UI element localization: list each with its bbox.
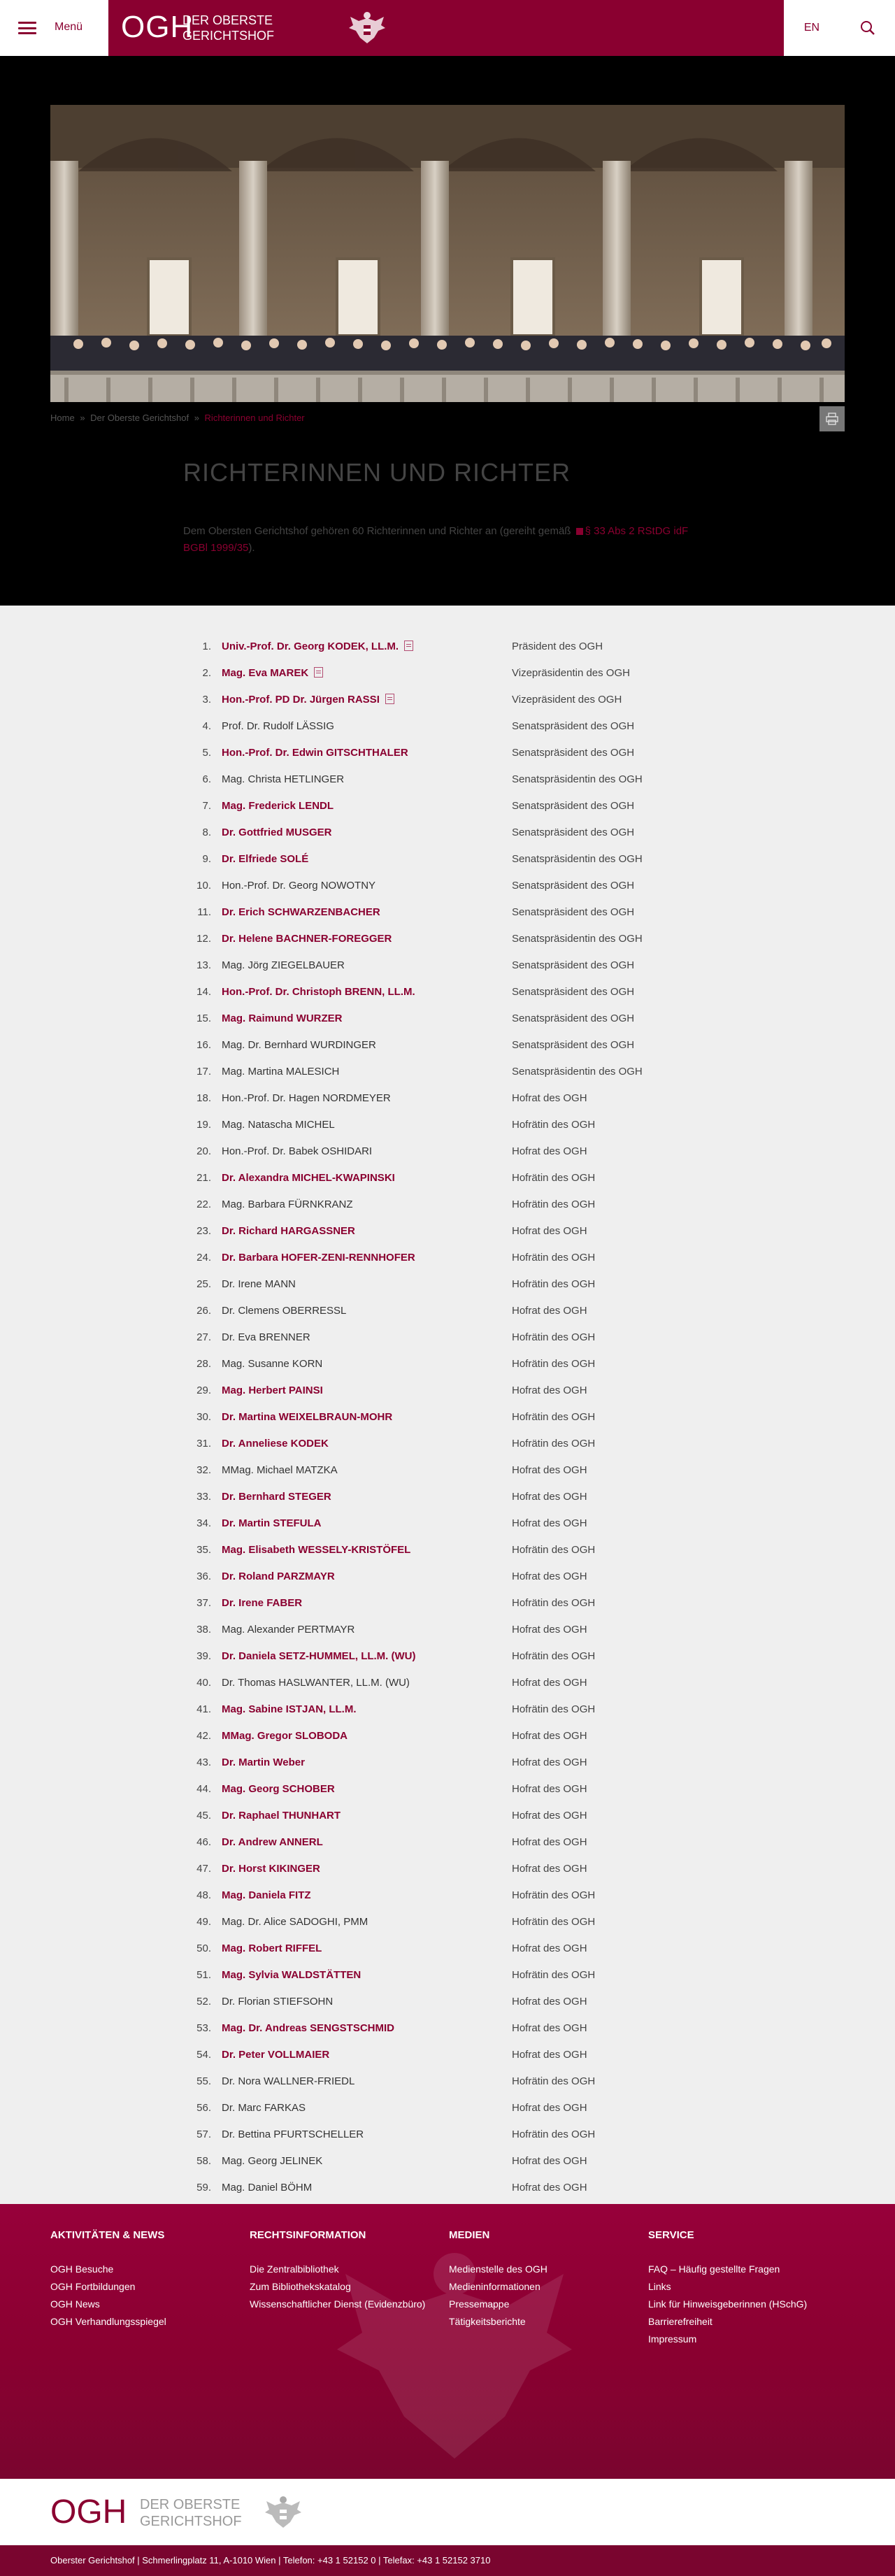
judge-row (183, 1431, 729, 1457)
law-reference-link[interactable]: § 33 Abs 2 RStDG idF BGBl 1999/35 (183, 525, 689, 554)
judge-name: Dr. Irene MANN (222, 1278, 296, 1290)
judge-row (183, 687, 729, 713)
judge-row (183, 2068, 729, 2095)
judge-role: Hofrat des OGH (512, 1730, 587, 1742)
judge-name-link[interactable]: Dr. Anneliese KODEK (222, 1438, 329, 1450)
judge-row (183, 1643, 729, 1670)
judge-rank: 35. (196, 1544, 211, 1556)
judge-role: Senatspräsidentin des OGH (512, 933, 643, 945)
judge-rank: 21. (196, 1172, 211, 1184)
judge-row (183, 2175, 729, 2201)
judge-row (183, 1245, 729, 1271)
footer-col-rechtsinformation: RECHTSINFORMATION Die Zentralbibliothek Zum Bibliothekskatalog Wissenschaftlicher Dienst (Evidenzbüro) (250, 2229, 425, 2313)
breadcrumb-separator: » (80, 413, 85, 423)
judge-name-link[interactable]: Dr. Gottfried MUSGER (222, 827, 332, 838)
judge-row (183, 873, 729, 899)
judge-rank: 9. (202, 853, 211, 865)
judge-name: Dr. Nora WALLNER-FRIEDL (222, 2075, 355, 2087)
judge-rank: 29. (196, 1384, 211, 1396)
footer-link[interactable]: Medieninformationen (449, 2281, 540, 2292)
judge-name-link[interactable]: Mag. Raimund WURZER (222, 1012, 343, 1024)
judge-name-link[interactable]: Dr. Erich SCHWARZENBACHER (222, 906, 380, 918)
judge-role: Senatspräsident des OGH (512, 720, 635, 732)
judge-rank: 25. (196, 1278, 211, 1290)
footer-link[interactable]: Wissenschaftlicher Dienst (Evidenzbüro) (250, 2298, 426, 2310)
judge-role: Hofrat des OGH (512, 1384, 587, 1396)
judge-row (183, 1723, 729, 1749)
judge-role: Hofrat des OGH (512, 1756, 587, 1768)
judge-role: Hofrat des OGH (512, 1836, 587, 1848)
judge-row (183, 1324, 729, 1351)
judge-row (183, 740, 729, 766)
judge-name: Hon.-Prof. Dr. Babek OSHIDARI (222, 1145, 373, 1157)
judge-name-link[interactable]: Dr. Bernhard STEGER (222, 1491, 331, 1503)
footer-link[interactable]: Pressemappe (449, 2298, 510, 2310)
judge-name-link[interactable]: Dr. Peter VOLLMAIER (222, 2049, 330, 2061)
judge-name-link[interactable]: Mag. Sabine ISTJAN, LL.M. (222, 1703, 357, 1715)
judge-row (183, 1006, 729, 1032)
judge-rank: 7. (202, 800, 211, 812)
judge-role: Hofrätin des OGH (512, 1278, 596, 1290)
judge-name-link[interactable]: Mag. Herbert PAINSI (222, 1384, 323, 1396)
footer-link[interactable]: Die Zentralbibliothek (250, 2263, 339, 2275)
judge-name: Hon.-Prof. Dr. Hagen NORDMEYER (222, 1092, 391, 1104)
judge-row (183, 634, 729, 660)
judge-rank: 11. (197, 906, 211, 918)
judge-role: Hofrätin des OGH (512, 1703, 596, 1715)
judge-role: Senatspräsident des OGH (512, 880, 635, 892)
judge-name: Mag. Christa HETLINGER (222, 773, 345, 785)
footer-logo-subtitle: DER OBERSTE GERICHTSHOF (140, 2497, 242, 2529)
judge-rank: 43. (196, 1756, 211, 1768)
judge-rank: 41. (196, 1703, 211, 1715)
judge-role: Hofrat des OGH (512, 1517, 587, 1529)
paragraph-icon (576, 528, 583, 535)
breadcrumb-separator: » (194, 413, 199, 423)
judge-rank: 19. (196, 1119, 211, 1131)
judge-row (183, 1803, 729, 1829)
search-icon (859, 20, 876, 36)
judge-row (183, 1351, 729, 1378)
judge-role: Hofrat des OGH (512, 1677, 587, 1689)
judge-row (183, 979, 729, 1006)
logo-ogh: OGH (121, 10, 194, 44)
judge-rank: 56. (196, 2102, 211, 2114)
footer-link[interactable]: Medienstelle des OGH (449, 2263, 547, 2275)
judge-row (183, 1404, 729, 1431)
judge-name-link[interactable]: Dr. Richard HARGASSNER (222, 1225, 355, 1237)
cv-document-icon[interactable] (314, 667, 323, 678)
judge-role: Hofrat des OGH (512, 2155, 587, 2167)
judge-rank: 15. (196, 1012, 211, 1024)
judge-rank: 58. (196, 2155, 211, 2167)
judge-row (183, 1112, 729, 1138)
judge-row (183, 1085, 729, 1112)
judge-role: Senatspräsidentin des OGH (512, 1066, 643, 1078)
judge-rank: 3. (202, 694, 211, 706)
judge-name-link[interactable]: Dr. Irene FABER (222, 1597, 303, 1609)
judge-role: Hofrat des OGH (512, 1570, 587, 1582)
judge-role: Senatspräsidentin des OGH (512, 773, 643, 785)
judge-row (183, 1617, 729, 1643)
judge-rank: 59. (196, 2182, 211, 2194)
hero-section (0, 56, 895, 606)
judge-row (183, 1776, 729, 1803)
judge-row (183, 1457, 729, 1484)
language-switch[interactable]: EN (784, 0, 840, 56)
judge-name-link[interactable]: Mag. Eva MAREK (222, 660, 323, 687)
judge-rank: 37. (196, 1597, 211, 1609)
judge-role: Hofrätin des OGH (512, 1411, 596, 1423)
judge-rank: 44. (196, 1783, 211, 1795)
judge-role: Senatspräsidentin des OGH (512, 853, 643, 865)
judge-rank: 2. (202, 667, 211, 679)
judge-rank: 10. (196, 880, 211, 892)
footer-link[interactable]: Tätigkeitsberichte (449, 2316, 526, 2327)
judge-role: Senatspräsident des OGH (512, 747, 635, 759)
footer-link[interactable]: OGH Fortbildungen (50, 2281, 136, 2292)
judge-rank: 22. (196, 1198, 211, 1210)
judge-name-link[interactable]: Mag. Frederick LENDL (222, 800, 334, 812)
footer-link[interactable]: OGH Verhandlungsspiegel (50, 2316, 166, 2327)
judge-name-link[interactable]: Mag. Daniela FITZ (222, 1889, 311, 1901)
judge-role: Hofrat des OGH (512, 1464, 587, 1476)
breadcrumb-home[interactable]: Home (50, 413, 75, 423)
footer-link[interactable]: Impressum (648, 2333, 697, 2345)
judge-row (183, 2121, 729, 2148)
judge-row (183, 1271, 729, 1298)
judge-name: MMag. Michael MATZKA (222, 1464, 338, 1476)
footer-link[interactable]: OGH News (50, 2298, 100, 2310)
judge-row (183, 1989, 729, 2015)
judge-role: Hofrätin des OGH (512, 1331, 596, 1343)
judge-row (183, 1590, 729, 1617)
judge-name: Mag. Alexander PERTMAYR (222, 1624, 355, 1636)
judge-rank: 49. (196, 1916, 211, 1928)
judge-role: Hofrat des OGH (512, 2102, 587, 2114)
judge-row (183, 1484, 729, 1510)
judge-rank: 4. (202, 720, 211, 732)
footer-link[interactable]: FAQ – Häufig gestellte Fragen (648, 2263, 780, 2275)
judge-role: Hofrätin des OGH (512, 1544, 596, 1556)
judge-row (183, 1962, 729, 1989)
footer-col-service: SERVICE FAQ – Häufig gestellte Fragen Links Link für Hinweisgeberinnen (HSchG) Barrierefreiheit Impressum (648, 2229, 807, 2348)
judge-rank: 46. (196, 1836, 211, 1848)
judge-rank: 39. (196, 1650, 211, 1662)
judge-name-link[interactable]: Mag. Elisabeth WESSELY-KRISTÖFEL (222, 1544, 411, 1556)
judge-name-link[interactable]: Mag. Dr. Andreas SENGSTSCHMID (222, 2022, 394, 2034)
judge-name: Mag. Georg JELINEK (222, 2155, 323, 2167)
menu-label: Menü (55, 21, 83, 33)
judge-role: Vizepräsidentin des OGH (512, 667, 630, 679)
judge-role: Hofrätin des OGH (512, 2128, 596, 2140)
judge-role: Hofrätin des OGH (512, 1916, 596, 1928)
judge-rank: 26. (196, 1305, 211, 1317)
site-logo[interactable] (108, 0, 784, 56)
judge-role: Hofrätin des OGH (512, 1969, 596, 1981)
judge-role: Senatspräsident des OGH (512, 959, 635, 971)
judge-rank: 30. (196, 1411, 211, 1423)
judge-role: Senatspräsident des OGH (512, 1012, 635, 1024)
judge-rank: 32. (196, 1464, 211, 1476)
judge-row (183, 1192, 729, 1218)
judge-row (183, 899, 729, 926)
judge-name-link[interactable]: Mag. Robert RIFFEL (222, 1942, 322, 1954)
judge-row (183, 1856, 729, 1882)
judge-name: Dr. Marc FARKAS (222, 2102, 306, 2114)
judge-role: Hofrätin des OGH (512, 1252, 596, 1264)
footer-link[interactable]: Barrierefreiheit (648, 2316, 713, 2327)
footer-link[interactable]: Links (648, 2281, 671, 2292)
judge-rank: 36. (196, 1570, 211, 1582)
judge-row (183, 713, 729, 740)
judge-role: Hofrat des OGH (512, 1305, 587, 1317)
judge-name-link[interactable]: Dr. Andrew ANNERL (222, 1836, 323, 1848)
page-title: RICHTERINNEN UND RICHTER (183, 458, 571, 487)
judge-row (183, 1138, 729, 1165)
judge-role: Senatspräsident des OGH (512, 827, 635, 838)
judge-name: Mag. Barbara FÜRNKRANZ (222, 1198, 353, 1210)
judge-name-link[interactable]: Hon.-Prof. Dr. Christoph BRENN, LL.M. (222, 986, 415, 998)
judge-role: Hofrat des OGH (512, 1624, 587, 1636)
judge-name: Mag. Natascha MICHEL (222, 1119, 335, 1131)
judge-row (183, 766, 729, 793)
judge-row (183, 846, 729, 873)
footer-logo-ogh[interactable]: OGH (50, 2493, 127, 2531)
judge-name-link[interactable]: Dr. Barbara HOFER-ZENI-RENNHOFER (222, 1252, 415, 1264)
judge-rank: 48. (196, 1889, 211, 1901)
breadcrumb (50, 413, 305, 423)
judge-rank: 45. (196, 1810, 211, 1822)
judge-role: Vizepräsident des OGH (512, 694, 622, 706)
judge-row (183, 2042, 729, 2068)
judge-role: Hofrat des OGH (512, 2182, 587, 2194)
cv-document-icon[interactable] (404, 641, 413, 651)
judge-name: Dr. Thomas HASLWANTER, LL.M. (WU) (222, 1677, 410, 1689)
judge-name: Mag. Dr. Alice SADOGHI, PMM (222, 1916, 368, 1928)
judge-role: Hofrat des OGH (512, 1996, 587, 2008)
judge-rank: 50. (196, 1942, 211, 1954)
judge-row (183, 2095, 729, 2121)
judge-rank: 8. (202, 827, 211, 838)
footer-logo-band (0, 2479, 895, 2545)
judge-role: Hofrätin des OGH (512, 2075, 596, 2087)
judge-role: Hofrätin des OGH (512, 1438, 596, 1450)
judge-row (183, 926, 729, 952)
judge-row (183, 660, 729, 687)
judge-role: Hofrat des OGH (512, 1863, 587, 1875)
judge-name: Dr. Florian STIEFSOHN (222, 1996, 334, 2008)
judge-role: Hofrat des OGH (512, 2049, 587, 2061)
judge-role: Hofrätin des OGH (512, 1358, 596, 1370)
intro-text: Dem Obersten Gerichtshof gehören 60 Richterinnen und Richter an (gereiht gemäß § 33 Abs 2 RStDG idF BGBl 1999/35). (183, 525, 689, 554)
judge-name: Dr. Eva BRENNER (222, 1331, 310, 1343)
judge-role: Hofrätin des OGH (512, 1198, 596, 1210)
judge-row (183, 1935, 729, 1962)
judge-name-link[interactable]: Dr. Elfriede SOLÉ (222, 853, 309, 865)
judge-row (183, 952, 729, 979)
judge-row (183, 2148, 729, 2175)
judge-rank: 51. (196, 1969, 211, 1981)
judge-role: Hofrätin des OGH (512, 1172, 596, 1184)
judge-rank: 40. (196, 1677, 211, 1689)
judge-role: Hofrätin des OGH (512, 1597, 596, 1609)
judge-name-link[interactable]: Dr. Roland PARZMAYR (222, 1570, 335, 1582)
judge-rank: 6. (202, 773, 211, 785)
judge-rank: 23. (196, 1225, 211, 1237)
judge-row (183, 1909, 729, 1935)
judge-name-link[interactable]: Mag. Georg SCHOBER (222, 1783, 335, 1795)
judge-rank: 20. (196, 1145, 211, 1157)
logo-subtitle: DER OBERSTE GERICHTSHOF (182, 13, 275, 43)
judge-rank: 33. (196, 1491, 211, 1503)
judge-rank: 47. (196, 1863, 211, 1875)
judge-row (183, 1670, 729, 1696)
judge-role: Hofrat des OGH (512, 1810, 587, 1822)
print-icon (825, 412, 839, 426)
hamburger-icon (18, 22, 36, 34)
judge-rank: 14. (196, 986, 211, 998)
judge-role: Senatspräsident des OGH (512, 800, 635, 812)
judge-name-link[interactable]: Dr. Daniela SETZ-HUMMEL, LL.M. (WU) (222, 1650, 416, 1662)
judge-rank: 13. (196, 959, 211, 971)
print-button[interactable] (819, 406, 845, 431)
judge-rank: 5. (202, 747, 211, 759)
judge-row (183, 1298, 729, 1324)
judge-name: Mag. Jörg ZIEGELBAUER (222, 959, 345, 971)
judge-rank: 57. (196, 2128, 211, 2140)
judge-name-link[interactable]: Dr. Martina WEIXELBRAUN-MOHR (222, 1411, 393, 1423)
eagle-coat-of-arms-icon (346, 7, 388, 49)
judge-name-link[interactable]: Dr. Helene BACHNER-FOREGGER (222, 933, 392, 945)
group-photo (50, 105, 845, 402)
judge-rank: 12. (196, 933, 211, 945)
breadcrumb-parent[interactable]: Der Oberste Gerichtshof (90, 413, 189, 423)
judge-row (183, 1378, 729, 1404)
footer (0, 2204, 895, 2479)
judge-rank: 28. (196, 1358, 211, 1370)
judge-rank: 55. (196, 2075, 211, 2087)
judge-role: Hofrätin des OGH (512, 1650, 596, 1662)
footer-link[interactable]: Zum Bibliothekskatalog (250, 2281, 351, 2292)
judge-role: Hofrat des OGH (512, 1783, 587, 1795)
footer-link[interactable]: OGH Besuche (50, 2263, 114, 2275)
judge-row (183, 1749, 729, 1776)
judge-rank: 54. (196, 2049, 211, 2061)
judge-row (183, 1829, 729, 1856)
judge-name-link[interactable]: Mag. Sylvia WALDSTÄTTEN (222, 1969, 361, 1981)
judge-row (183, 820, 729, 846)
judge-rank: 1. (202, 641, 211, 652)
judge-rank: 34. (196, 1517, 211, 1529)
judge-name: Prof. Dr. Rudolf LÄSSIG (222, 720, 334, 732)
judge-name-link[interactable]: Dr. Alexandra MICHEL-KWAPINSKI (222, 1172, 395, 1184)
judge-name-link[interactable]: Univ.-Prof. Dr. Georg KODEK, LL.M. (222, 634, 413, 660)
judge-row (183, 1165, 729, 1192)
judge-name-link[interactable]: Dr. Martin Weber (222, 1756, 305, 1768)
menu-button[interactable] (0, 0, 108, 56)
judge-row (183, 793, 729, 820)
judge-rank: 18. (196, 1092, 211, 1104)
judge-role: Hofrätin des OGH (512, 1889, 596, 1901)
judge-row (183, 1032, 729, 1059)
judge-name-link[interactable]: Dr. Raphael THUNHART (222, 1810, 341, 1822)
judge-rank: 38. (196, 1624, 211, 1636)
judge-name: Dr. Bettina PFURTSCHELLER (222, 2128, 364, 2140)
judge-name: Mag. Dr. Bernhard WURDINGER (222, 1039, 376, 1051)
breadcrumb-current: Richterinnen und Richter (204, 413, 305, 423)
judge-row (183, 1218, 729, 1245)
judge-role: Hofrat des OGH (512, 1092, 587, 1104)
judge-row (183, 1882, 729, 1909)
judge-row (183, 1564, 729, 1590)
judge-name-link[interactable]: Dr. Horst KIKINGER (222, 1863, 320, 1875)
judge-rank: 16. (196, 1039, 211, 1051)
judge-role: Senatspräsident des OGH (512, 906, 635, 918)
judge-rank: 52. (196, 1996, 211, 2008)
judge-name: Mag. Susanne KORN (222, 1358, 323, 1370)
judge-rank: 31. (196, 1438, 211, 1450)
judge-rank: 27. (196, 1331, 211, 1343)
footer-address: Oberster Gerichtshof | Schmerlingplatz 11, A-1010 Wien | Telefon: +43 1 52152 0 | Telefax: +43 1 52152 3710 (50, 2555, 491, 2566)
judge-name-link[interactable]: MMag. Gregor SLOBODA (222, 1730, 348, 1742)
judge-name: Mag. Daniel BÖHM (222, 2182, 313, 2194)
judge-rank: 17. (196, 1066, 211, 1078)
judge-row (183, 1537, 729, 1564)
judge-row (183, 1510, 729, 1537)
judge-role: Senatspräsident des OGH (512, 986, 635, 998)
judge-rank: 24. (196, 1252, 211, 1264)
judge-list (183, 634, 729, 2228)
judge-rank: 42. (196, 1730, 211, 1742)
judge-row (183, 1059, 729, 1085)
judge-rank: 53. (196, 2022, 211, 2034)
eagle-coat-of-arms-icon (262, 2491, 304, 2533)
judge-name-link[interactable]: Hon.-Prof. PD Dr. Jürgen RASSI (222, 687, 394, 713)
judge-role: Hofrat des OGH (512, 1491, 587, 1503)
judge-row (183, 1696, 729, 1723)
judge-role: Hofrat des OGH (512, 2022, 587, 2034)
judge-role: Präsident des OGH (512, 641, 603, 652)
judge-role: Hofrätin des OGH (512, 1119, 596, 1131)
judge-role: Hofrat des OGH (512, 1942, 587, 1954)
judge-row (183, 2015, 729, 2042)
judge-name-link[interactable]: Hon.-Prof. Dr. Edwin GITSCHTHALER (222, 747, 408, 759)
judge-role: Senatspräsident des OGH (512, 1039, 635, 1051)
judge-name: Dr. Clemens OBERRESSL (222, 1305, 347, 1317)
footer-address-bar (0, 2545, 895, 2576)
footer-col-news: AKTIVITÄTEN & NEWS OGH Besuche OGH Fortbildungen OGH News OGH Verhandlungsspiegel (50, 2229, 166, 2331)
footer-col-medien: MEDIEN Medienstelle des OGH Medieninformationen Pressemappe Tätigkeitsberichte (449, 2229, 547, 2331)
footer-link[interactable]: Link für Hinweisgeberinnen (HSchG) (648, 2298, 808, 2310)
judge-role: Hofrat des OGH (512, 1145, 587, 1157)
site-header (0, 0, 895, 56)
search-button[interactable] (840, 0, 895, 56)
cv-document-icon[interactable] (385, 694, 394, 704)
judge-name: Mag. Martina MALESICH (222, 1066, 340, 1078)
judge-name: Hon.-Prof. Dr. Georg NOWOTNY (222, 880, 376, 892)
judge-name-link[interactable]: Dr. Martin STEFULA (222, 1517, 322, 1529)
judge-role: Hofrat des OGH (512, 1225, 587, 1237)
